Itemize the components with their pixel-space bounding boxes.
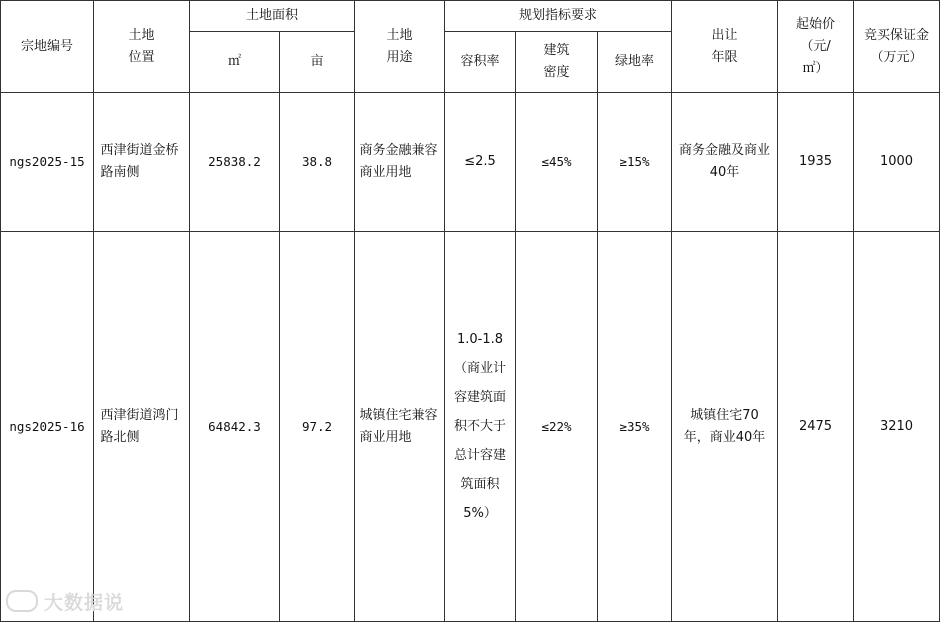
- cell-density: ≤22%: [516, 232, 598, 622]
- cell-deposit: 1000: [854, 93, 940, 232]
- watermark: [6, 588, 124, 615]
- cell-location: 西津街道金桥路南侧: [94, 93, 190, 232]
- header-use: 土地 用途: [355, 1, 445, 93]
- cell-green: ≥35%: [598, 232, 672, 622]
- header-area-sqm: ㎡: [190, 32, 280, 93]
- cell-far: ≤2.5: [445, 93, 516, 232]
- cell-term: 商务金融及商业40年: [672, 93, 778, 232]
- header-density: 建筑 密度: [516, 32, 598, 93]
- cell-far: 1.0-1.8（商业计容建筑面积不大于总计容建筑面积5%）: [445, 232, 516, 622]
- header-deposit: 竞买保证金 （万元）: [854, 1, 940, 93]
- header-area: 土地面积: [190, 1, 355, 32]
- cell-density: ≤45%: [516, 93, 598, 232]
- cell-term: 城镇住宅70年，商业40年: [672, 232, 778, 622]
- table-row: [1, 232, 940, 622]
- header-parcel-id: 宗地编号: [1, 1, 94, 93]
- cell-area-sqm: 25838.2: [190, 93, 280, 232]
- cell-deposit: 3210: [854, 232, 940, 622]
- cell-price: 1935: [778, 93, 854, 232]
- header-planning: 规划指标要求: [445, 1, 672, 32]
- cell-green: ≥15%: [598, 93, 672, 232]
- cell-parcel-id: ngs2025-15: [1, 93, 94, 232]
- cell-price: 2475: [778, 232, 854, 622]
- watermark-text: 大数据说: [44, 592, 125, 614]
- cell-area-mu: 38.8: [280, 93, 355, 232]
- header-green: 绿地率: [598, 32, 672, 93]
- cell-location: 西津街道鸿门路北侧: [94, 232, 190, 622]
- table-row: [1, 93, 940, 232]
- cell-use: 商务金融兼容商业用地: [355, 93, 445, 232]
- header-price: 起始价 （元/ ㎡）: [778, 1, 854, 93]
- cell-area-mu: 97.2: [280, 232, 355, 622]
- watermark-logo-icon: [6, 590, 38, 612]
- cell-use: 城镇住宅兼容商业用地: [355, 232, 445, 622]
- cell-area-sqm: 64842.3: [190, 232, 280, 622]
- header-area-mu: 亩: [280, 32, 355, 93]
- header-location: 土地 位置: [94, 1, 190, 93]
- cell-parcel-id: ngs2025-16: [1, 232, 94, 622]
- header-term: 出让 年限: [672, 1, 778, 93]
- header-far: 容积率: [445, 32, 516, 93]
